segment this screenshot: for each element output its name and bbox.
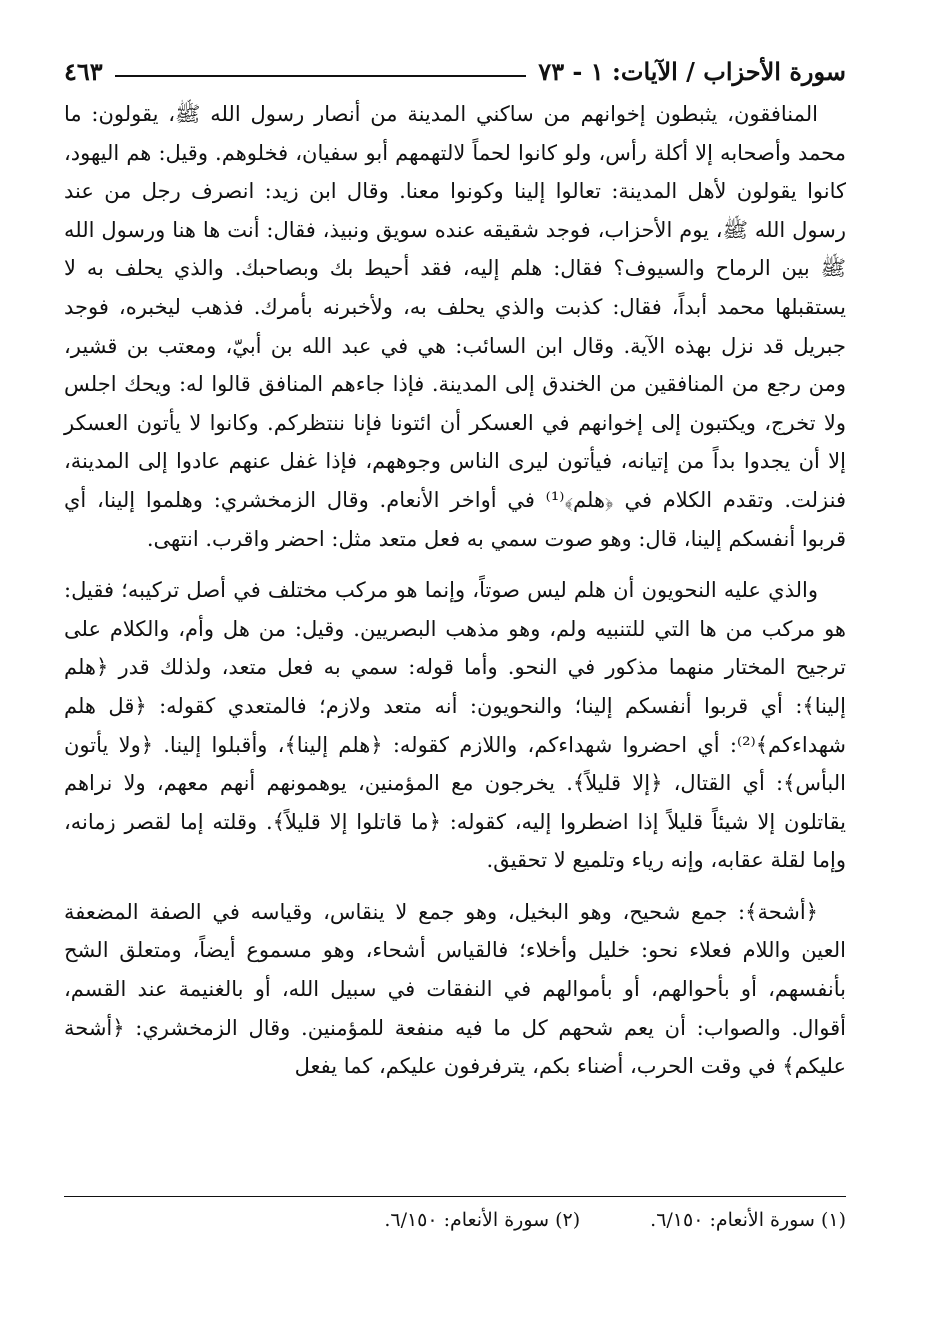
footnote-2: (٢) سورة الأنعام: ٦/١٥٠. (384, 1209, 581, 1231)
main-text (64, 95, 846, 1086)
paragraph-2: والذي عليه النحويون أن هلم ليس صوتاً، وإنما هو مركب مختلف في أصل تركيبه؛ فقيل: هو مركب من ها التي للتنبيه ولم، وهو مذهب البصريين. وقيل: من هل وأم، والكلام على ترجيح المختار منهما مذكور في النحو. وأما قوله: سمي به فعل متعد، ولذلك قدر ﴿هلم إلينا﴾: أي قربوا أنفسكم إلينا؛ والنحويون: أنه متعد ولازم؛ فالمتعدي كقوله: ﴿قل هلم شهداءكم﴾⁽²⁾: أي احضروا شهداءكم، واللازم كقوله: ﴿هلم إلينا﴾، وأقبلوا إلينا. ﴿ولا يأتون البأس﴾: أي القتال، ﴿إلا قليلاً﴾. يخرجون مع المؤمنين، يوهمونهم أنهم معهم، ولا نراهم يقاتلون إلا شيئاً قليلاً إذا اضطروا إليه، كقوله: ﴿ما قاتلوا إلا قليلاً﴾. وقلته إما لقصر زمانه، وإما لقلة عقابه، وإنه رياء وتلميع لا تحقيق. (64, 578, 846, 873)
page-number: ٤٦٣ (64, 56, 103, 86)
paragraph-3: ﴿أشحة﴾: جمع شحيح، وهو البخيل، وهو جمع لا ينقاس، وقياسه في الصفة المضعفة العين واللام فعلاء نحو: خليل وأخلاء؛ فالقياس أشحاء، وهو مسموع أيضاً، ومتعلق الشح بأنفسهم، أو بأحوالهم، أو بأموالهم في النفقات في سبيل الله، أو بالغنيمة عند القسم، أقوال. والصواب: أن يعم شحهم كل ما فيه منفعة للمؤمنين. وقال الزمخشري: ﴿أشحة عليكم﴾ في وقت الحرب، أضناء بكم، يترفرفون عليكم، كما يفعل (64, 899, 846, 1079)
surah-title: سورة الأحزاب / الآيات: ١ - ٧٣ (538, 56, 846, 86)
running-header (64, 52, 846, 90)
paragraph-1: المنافقون، يثبطون إخوانهم من ساكني المدينة من أنصار رسول الله ﷺ، يقولون: ما محمد وأصحابه إلا أكلة رأس، ولو كانوا لحماً لالتهمهم أبو سفيان، فخلوهم. وقيل: هم اليهود، كانوا يقولون لأهل المدينة: تعالوا إلينا وكونوا معنا. وقال ابن زيد: انصرف رجل من عند رسول الله ﷺ، يوم الأحزاب، فوجد شقيقه عنده سويق ونبيذ، فقال: أنت ها هنا ورسول الله ﷺ بين الرماح والسيوف؟ فقال: هلم إليه، فقد أحيط بك وبصاحبك. والذي يحلف به لا يستقبلها محمد أبداً، فقال: كذبت والذي يحلف به، ولأخبرنه بأمرك. فذهب ليخبره، فوجد جبريل قد نزل بهذه الآية. وقال ابن السائب: هي في عبد الله بن أبيّ، ومعتب بن قشير، ومن رجع من المنافقين من الخندق إلى المدينة. فإذا جاءهم المنافق قالوا له: ويحك اجلس ولا تخرج، ويكتبون إلى إخوانهم في العسكر أن ائتونا فإنا ننتظركم. وكانوا لا يأتون العسكر إلا أن يجدوا بداً من إتيانه، فيأتون ليرى الناس وجوههم، فإذا غفل عنهم عادوا إلى المدينة، فنزلت. وتقدم الكلام في ﴿هلم﴾⁽¹⁾ في أواخر الأنعام. وقال الزمخشري: وهلموا إلينا، أي قربوا أنفسكم إلينا، قال: وهو صوت سمي به فعل متعد مثل: احضر واقرب. انتهى. (64, 102, 846, 551)
header-rule (115, 75, 527, 77)
footnote-1: (١) سورة الأنعام: ٦/١٥٠. (650, 1209, 846, 1231)
footnotes (64, 1196, 846, 1235)
